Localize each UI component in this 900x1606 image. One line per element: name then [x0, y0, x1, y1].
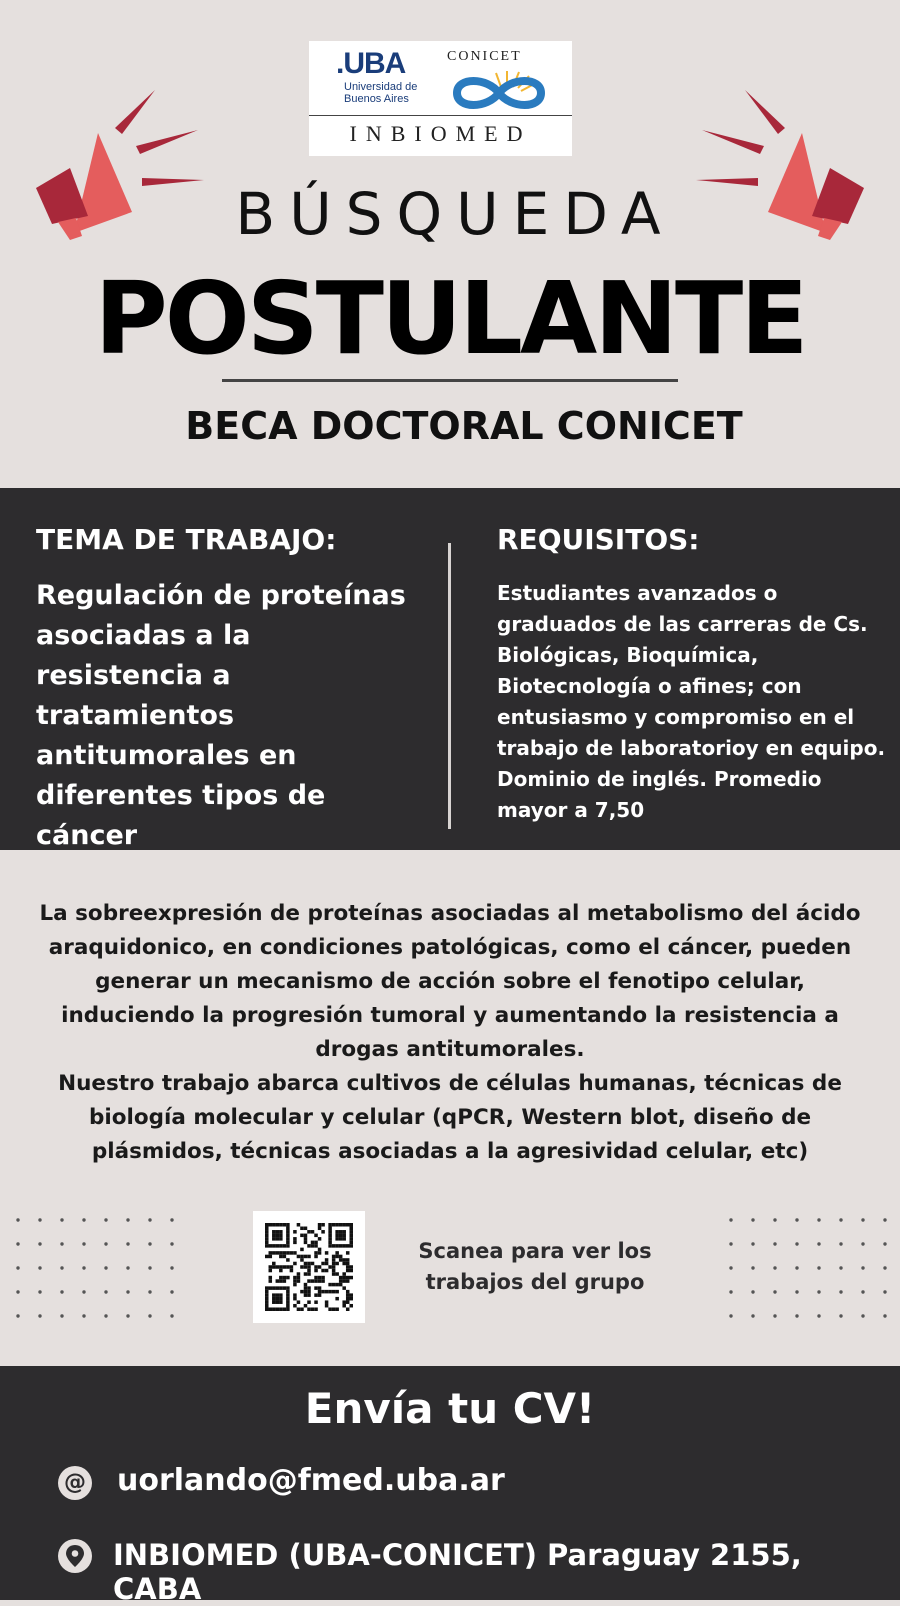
page-title: POSTULANTE: [94, 260, 806, 377]
title-divider: [222, 379, 678, 382]
email-link[interactable]: uorlando@fmed.uba.ar: [117, 1463, 505, 1498]
uba-subtitle: Universidad de Buenos Aires: [344, 81, 418, 105]
location-pin-icon: [58, 1539, 92, 1573]
description-paragraph-1: La sobreexpresión de proteínas asociadas al metabolismo del ácido araquidonico, en condiciones patológicas, como el cáncer, pueden generar un mecanismo de acción sobre el fenotipo celular, induciendo la progresión tumoral y aumentando la resistencia a drogas antitumorales.: [39, 901, 861, 1062]
description-paragraph-2: Nuestro trabajo abarca cultivos de células humanas, técnicas de biología molecular y celular (qPCR, Western blot, diseño de plásmidos, técnicas asociadas a la agresividad celular, etc): [58, 1071, 842, 1164]
requirements-text: Estudiantes avanzados o graduados de las carreras de Cs. Biológicas, Bioquímica, Biotecnología o afines; con entusiasmo y compromiso en el trabajo de laboratorioy en equipo. Dominio de inglés. Promedio mayor a 7,50: [497, 581, 886, 822]
topic-heading: TEMA DE TRABAJO:: [36, 523, 337, 556]
logo-divider: [309, 115, 572, 116]
dot-pattern-right: [727, 1216, 897, 1322]
qr-code[interactable]: [253, 1211, 365, 1323]
inbiomed-wordmark: INBIOMED: [349, 121, 532, 146]
uba-logo: .UBA: [336, 47, 406, 80]
address-text: INBIOMED (UBA-CONICET) Paraguay 2155, CABA: [113, 1538, 802, 1606]
conicet-logo-icon: [449, 67, 549, 111]
description: [30, 897, 870, 1169]
institution-logos: [309, 41, 572, 156]
page-subtitle: BECA DOCTORAL CONICET: [185, 404, 743, 448]
requirements-heading: REQUISITOS:: [497, 523, 700, 556]
dot-pattern-left: [14, 1216, 184, 1322]
column-divider: [448, 543, 451, 829]
email-icon: @: [58, 1466, 92, 1500]
header-kicker: BÚSQUEDA: [235, 180, 675, 248]
qr-caption: Scanea para ver los trabajos del grupo: [418, 1239, 652, 1294]
cta-heading: Envía tu CV!: [304, 1384, 596, 1433]
conicet-wordmark: CONICET: [447, 49, 522, 64]
qr-code-icon: [265, 1223, 353, 1311]
topic-text: Regulación de proteínas asociadas a la resistencia a tratamientos antitumorales en diferentes tipos de cáncer: [36, 580, 406, 851]
